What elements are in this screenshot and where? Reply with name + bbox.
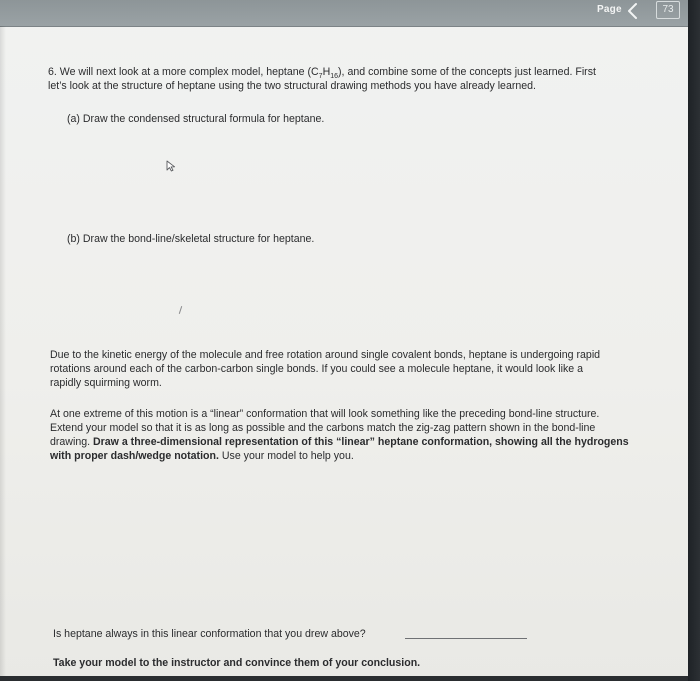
question-intro-line-1: 6. We will next look at a more complex model, heptane $(C_7H_{16})$, and combine some of the concepts just learned. First [48,66,596,81]
kinetic-energy-paragraph [50,348,600,390]
linear-conformation-question: Is heptane always in this linear conformation that you drew above? [53,628,366,640]
paragraph-line: drawing. Draw a three-dimensional representation of this “linear” heptane conformation, showing all the hydrogens [50,436,629,448]
part-a-prompt: (a) Draw the condensed structural formula for heptane. [67,113,325,125]
chevron-left-icon[interactable] [626,2,640,20]
paragraph-line: with proper dash/wedge notation. Use your model to help you. [50,450,354,462]
page-bottom-edge [0,676,700,681]
paragraph-line: rapidly squirming worm. [50,377,162,389]
page-shadow [0,26,6,681]
page-label: Page [597,4,622,15]
paragraph-line: rotations around each of the carbon-carbon single bonds. If you could see a molecule heptane, it would look like a [50,363,583,375]
paragraph-line: At one extreme of this motion is a “linear” conformation that will look something like the preceding bond-line structure. [50,408,600,420]
mouse-cursor-icon [166,160,176,172]
question-intro-line-2: let’s look at the structure of heptane using the two structural drawing methods you have already learned. [48,80,536,92]
paragraph-line: Due to the kinetic energy of the molecule and free rotation around single covalent bonds, heptane is undergoing rapid [50,349,601,361]
instructor-instruction: Take your model to the instructor and convince them of your conclusion. [53,657,421,669]
stray-pen-mark [179,306,182,314]
linear-conformation-paragraph [50,407,629,463]
page-number-box[interactable]: 73 [656,1,680,19]
viewer-edge [688,0,700,681]
question-intro [48,65,596,93]
paragraph-line: Extend your model so that it is as long as possible and the carbons match the zig-zag pattern shown in the bond-line [50,422,596,434]
viewer-toolbar [0,0,700,27]
answer-line[interactable] [405,638,527,639]
part-b-prompt: (b) Draw the bond-line/skeletal structure for heptane. [67,233,315,245]
